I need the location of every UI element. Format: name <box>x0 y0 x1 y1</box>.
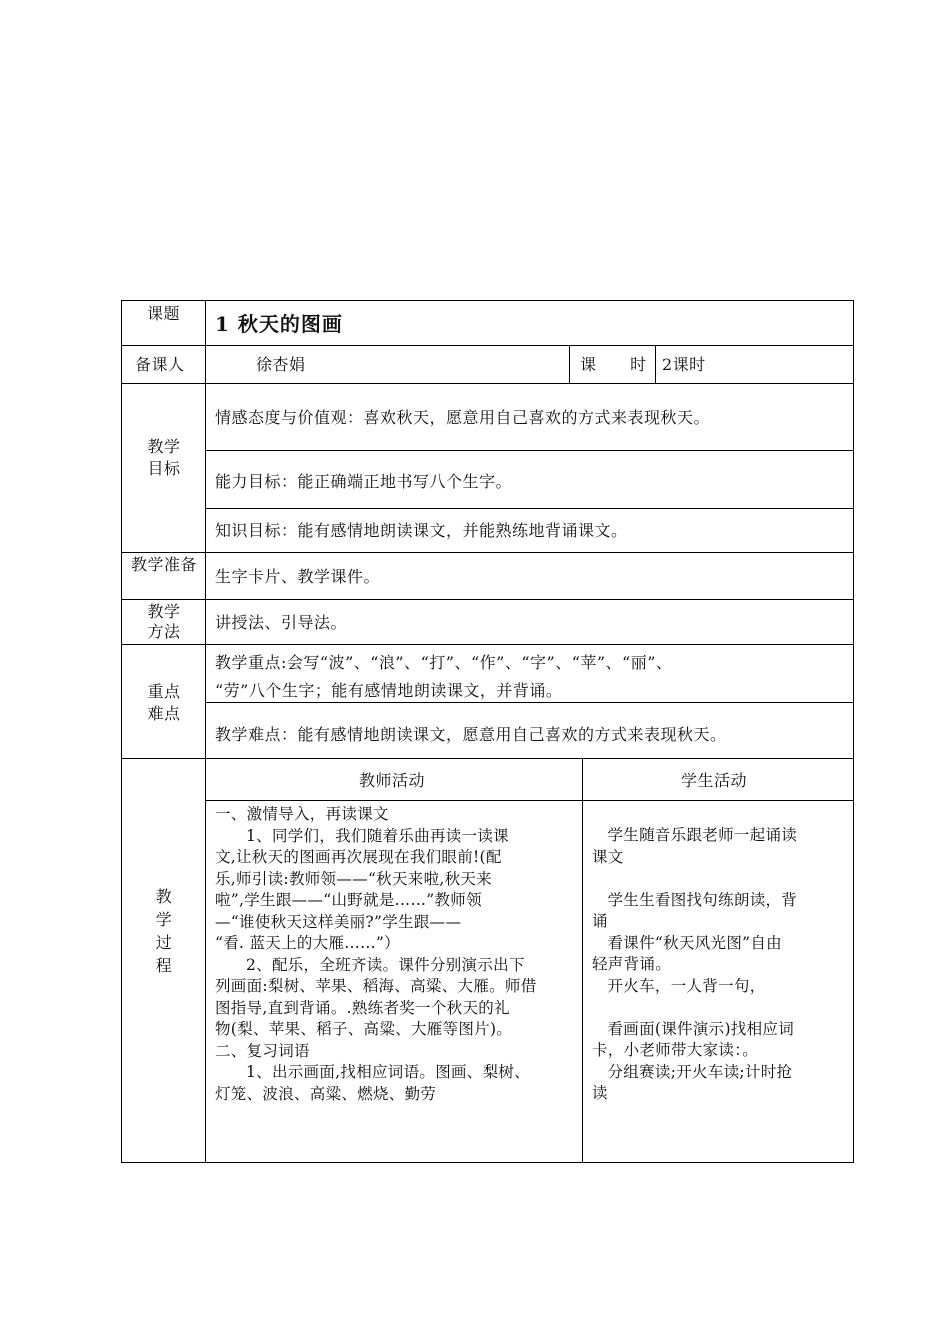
teacher-line: 1、同学们，我们随着乐曲再读一读课 <box>246 826 509 845</box>
teacher-activity-text <box>215 804 577 1105</box>
teacher-line: 乐,师引读:教师领——“秋天来啦,秋天来 <box>215 869 493 888</box>
student-line: 看画面(课件演示)找相应词 <box>607 1019 794 1038</box>
student-line: 开火车，一人背一句， <box>607 976 766 995</box>
focus-line-2: “劳”八个生字；能有感情地朗读课文，并背诵。 <box>215 681 563 700</box>
teacher-line: 列画面:梨树、苹果、稻海、高粱、大雁。师借 <box>215 977 537 995</box>
student-line: 学生随音乐跟老师一起诵读 <box>607 826 798 844</box>
teacher-line: 文,让秋天的图画再次展现在我们眼前!(配 <box>215 848 502 866</box>
row-line-focus-bottom <box>205 702 854 703</box>
objective-emotion: 情感态度与价值观：喜欢秋天，愿意用自己喜欢的方式来表现秋天。 <box>215 408 711 427</box>
teacher-line: 2、配乐，全班齐读。课件分别演示出下 <box>246 955 525 974</box>
lesson-title: 1 秋天的图画 <box>215 312 343 336</box>
student-activity-text <box>592 825 848 1105</box>
col-line-left <box>121 300 122 1163</box>
preparation-label: 教学准备 <box>131 555 198 574</box>
col-line-right <box>853 300 854 1163</box>
student-line: 轻声背诵。 <box>592 955 672 973</box>
teacher-line: “看. 蓝天上的大雁……”） <box>215 934 400 952</box>
student-activity-header: 学生活动 <box>681 771 748 790</box>
col-line-activity-split <box>582 758 583 1163</box>
col-line-hours-label <box>569 345 570 383</box>
col-line-label <box>205 300 206 1163</box>
row-line-bottom <box>121 1162 854 1163</box>
teacher-line: 物(梨、苹果、稻子、高粱、大雁等图片)。 <box>215 1020 513 1038</box>
row-line-objectives-bottom <box>121 552 854 553</box>
teacher-line: 一、激情导入，再读课文 <box>215 805 389 823</box>
row-line-keypoints-bottom <box>121 758 854 759</box>
preparer-label: 备课人 <box>135 355 185 374</box>
row-line-obj1-bottom <box>205 450 854 451</box>
process-label: 教学过程 <box>155 887 173 975</box>
difficulty-text: 教学难点：能有感情地朗读课文，愿意用自己喜欢的方式来表现秋天。 <box>215 725 727 744</box>
objective-knowledge: 知识目标：能有感情地朗读课文，并能熟练地背诵课文。 <box>215 521 628 540</box>
method-label: 教学方法 <box>147 602 181 641</box>
row-line-prep-bottom <box>121 599 854 600</box>
student-line: 看课件“秋天风光图”自由 <box>607 933 782 952</box>
teacher-line: 图指导,直到背诵。.熟练者奖一个秋天的礼 <box>215 998 510 1017</box>
hours-value: 2课时 <box>662 355 706 374</box>
teacher-activity-header: 教师活动 <box>359 771 426 790</box>
teacher-line: 1、出示画面,找相应词语。图画、梨树、 <box>246 1063 530 1081</box>
student-line: 诵 <box>592 912 608 930</box>
teacher-line: 灯笼、波浪、高粱、燃烧、勤劳 <box>215 1084 437 1103</box>
row-line-obj2-bottom <box>205 508 854 509</box>
student-line: 读 <box>592 1084 608 1102</box>
student-line: 卡，小老师带大家读：。 <box>592 1041 759 1059</box>
row-line-topic-bottom <box>121 345 854 346</box>
col-line-hours-value <box>655 345 656 383</box>
row-line-method-bottom <box>121 644 854 645</box>
preparation-value: 生字卡片、教学课件。 <box>215 567 381 586</box>
objective-ability: 能力目标：能正确端正地书写八个生字。 <box>215 472 513 491</box>
teacher-line: 二、复习词语 <box>215 1041 310 1060</box>
student-line: 课文 <box>592 847 624 866</box>
student-line: 分组赛读;开火车读;计时抢 <box>607 1062 793 1081</box>
row-line-process-header-bottom <box>205 800 854 801</box>
hours-label: 课 时 <box>580 355 647 374</box>
objectives-label: 教学目标 <box>147 437 181 478</box>
focus-line-1: 教学重点:会写“波”、“浪”、“打”、“作”、“字”、“苹”、“丽”、 <box>215 653 673 672</box>
method-value: 讲授法、引导法。 <box>215 613 348 632</box>
student-line: 学生生看图找句练朗读，背 <box>607 890 798 909</box>
row-line-preparer-bottom <box>121 383 854 384</box>
preparer-name: 徐杏娟 <box>256 355 306 374</box>
teacher-line: —“谁使秋天这样美丽?”学生跟—— <box>215 912 462 931</box>
keypoints-label: 重点难点 <box>147 682 181 723</box>
row-line-top <box>121 300 854 301</box>
teacher-line: 啦”,学生跟——“山野就是……”教师领 <box>215 891 482 909</box>
topic-label: 课题 <box>147 304 181 323</box>
